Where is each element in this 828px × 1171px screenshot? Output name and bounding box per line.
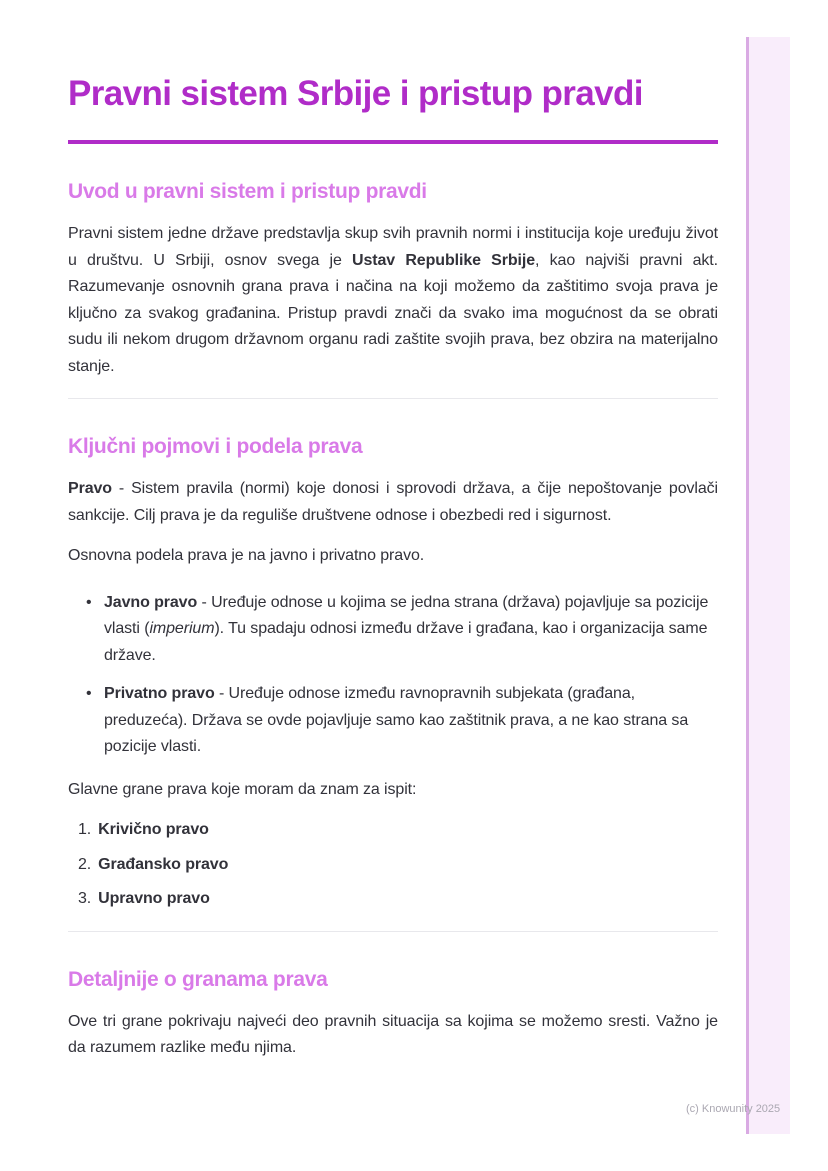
podela-paragraph: Osnovna podela prava je na javno i privatno pravo. [68, 547, 425, 564]
definition-text: - Sistem pravila (normi) koje donosi i sprovodi država, a čije nepoštovanje povlači sankcije. Cilj prava je da reguliše društvene odnose i obezbedi red i sigurnost. [68, 480, 718, 524]
section-divider [68, 931, 718, 932]
item-number: 2. [78, 855, 92, 873]
detaljnije-paragraph: Ove tri grane pokrivaju najveći deo pravnih situacija sa kojima se možemo sresti. Važno je da razumem razlike među njima. [68, 1012, 718, 1056]
bullet-text-javno-post: ). Tu spadaju odnosi između države i građana, kao i organizacija same države. [104, 620, 708, 664]
item-number: 1. [78, 821, 92, 838]
list-item-privatno-pravo [104, 681, 718, 761]
definition-term: Pravo [68, 480, 112, 497]
grane-numbered-list [68, 817, 718, 913]
list-item-javno-pravo [104, 590, 718, 670]
section-heading-detaljnije: Detaljnije o granama prava [68, 967, 328, 991]
section-heading-uvod: Uvod u pravni sistem i pristup pravdi [68, 180, 427, 203]
item-number: 3. [78, 890, 92, 907]
bullet-text-javno-pre: - Uređuje odnose u kojima se jedna strana (država) pojavljuje sa pozicije vlasti ( [104, 593, 709, 637]
item-label-upravno: Upravno pravo [98, 890, 210, 907]
bullet-term-javno: Javno pravo [104, 593, 198, 611]
grane-list-intro: Glavne grane prava koje moram da znam za ispit: [68, 780, 417, 798]
copyright-watermark: (c) Knowunity 2025 [686, 1103, 781, 1115]
document-content [68, 0, 718, 1062]
intro-paragraph [68, 221, 718, 380]
intro-text-post: , kao najviši pravni akt. Razumevanje osnovnih grana prava i načina na koji možemo da zaštitimo svoja prava je ključno za svakog građanina. Pristup pravdi znači da svako ima mogućnost da se obrati sudu ili nekom drugom državnom organu radi zaštite svojih prava, bez obzira na materijalno stanje. [68, 251, 718, 375]
item-label-gradjansko: Građansko pravo [98, 855, 229, 873]
bullet-text-privatno: - Uređuje odnose između ravnopravnih subjekata (građana, preduzeća). Država se ovde pojavljuje samo kao zaštitnik prava, a ne kao strana sa pozicije vlasti. [104, 685, 689, 755]
page-title: Pravni sistem Srbije i pristup pravdi [68, 74, 643, 113]
numbered-item-krivicno [78, 817, 718, 844]
numbered-item-gradjansko [78, 852, 718, 879]
pravo-bullet-list [68, 590, 718, 761]
intro-text-bold-ustav: Ustav Republike Srbije [352, 251, 536, 269]
bullet-text-javno-italic: imperium [149, 620, 215, 637]
item-label-krivicno: Krivično pravo [98, 821, 209, 838]
title-underline-rule [68, 140, 718, 144]
numbered-item-upravno [78, 886, 718, 913]
intro-text-pre: Pravni sistem jedne države predstavlja skup svih pravnih normi i institucija koje uređuju život u društvu. U Srbiji, osnov svega je [68, 225, 718, 269]
bullet-term-privatno: Privatno pravo [104, 685, 215, 702]
definition-paragraph [68, 476, 718, 529]
decorative-side-stripe [746, 37, 790, 1134]
section-heading-kljucni-pojmovi: Ključni pojmovi i podela prava [68, 435, 363, 458]
section-divider [68, 398, 718, 399]
